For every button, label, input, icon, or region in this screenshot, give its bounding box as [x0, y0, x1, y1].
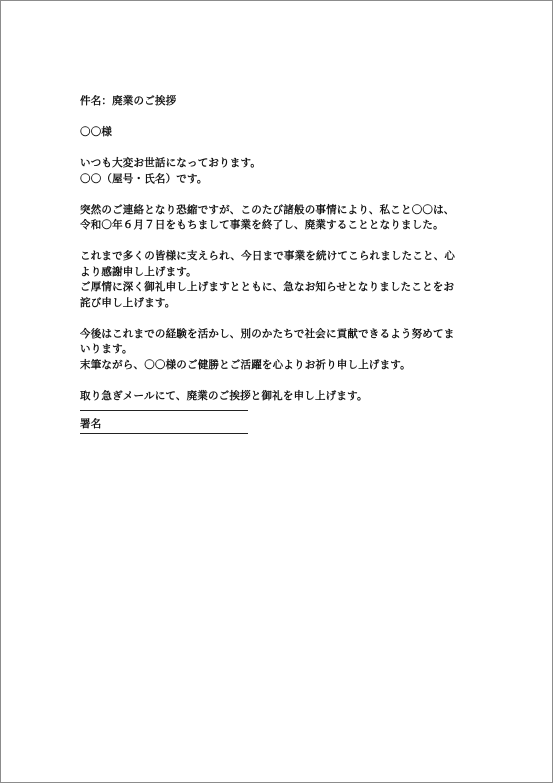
greeting-line-2: 〇〇（屋号・氏名）です。 [80, 172, 208, 185]
signature-label: 署名 [80, 418, 102, 430]
future-line-2: いります。 [80, 343, 133, 355]
future-line-1: 今後はこれまでの経験を活かし、別のかたちで社会に貢献できるよう努めてま [80, 327, 455, 340]
thanks-line-3: ご厚情に深く御礼申し上げますとともに、急なお知らせとなりましたことをお [80, 281, 455, 293]
addressee: 〇〇様 [80, 126, 113, 138]
future-paragraph [80, 327, 480, 374]
thanks-line-2: より感謝申し上げます。 [80, 265, 197, 278]
closing-line: 取り急ぎメールにて、廃業のご挨拶と御礼を申し上げます。 [80, 389, 368, 402]
greeting-line-1: いつも大変お世話になっております。 [80, 157, 262, 169]
letter-body [80, 94, 480, 440]
greeting-paragraph [80, 156, 480, 187]
announcement-paragraph [80, 203, 480, 234]
subject-line: 件名：廃業のご挨拶 [80, 95, 177, 107]
future-line-3: 末筆ながら、〇〇様のご健勝とご活躍を心よりお祈り申し上げます。 [80, 358, 411, 371]
signature-rule-bottom [80, 433, 248, 434]
announcement-line-2: 令和〇年６月７日をもちまして事業を終了し、廃業することとなりました。 [80, 219, 444, 231]
thanks-paragraph [80, 249, 480, 311]
signature-rule-top [80, 410, 248, 411]
thanks-line-4: 詫び申し上げます。 [80, 296, 176, 309]
thanks-line-1: これまで多くの皆様に支えられ、今日まで事業を続けてこられましたこと、心 [80, 250, 456, 262]
announcement-line-1: 突然のご連絡となり恐縮ですが、このたび諸般の事情により、私こと〇〇は、 [80, 203, 455, 216]
